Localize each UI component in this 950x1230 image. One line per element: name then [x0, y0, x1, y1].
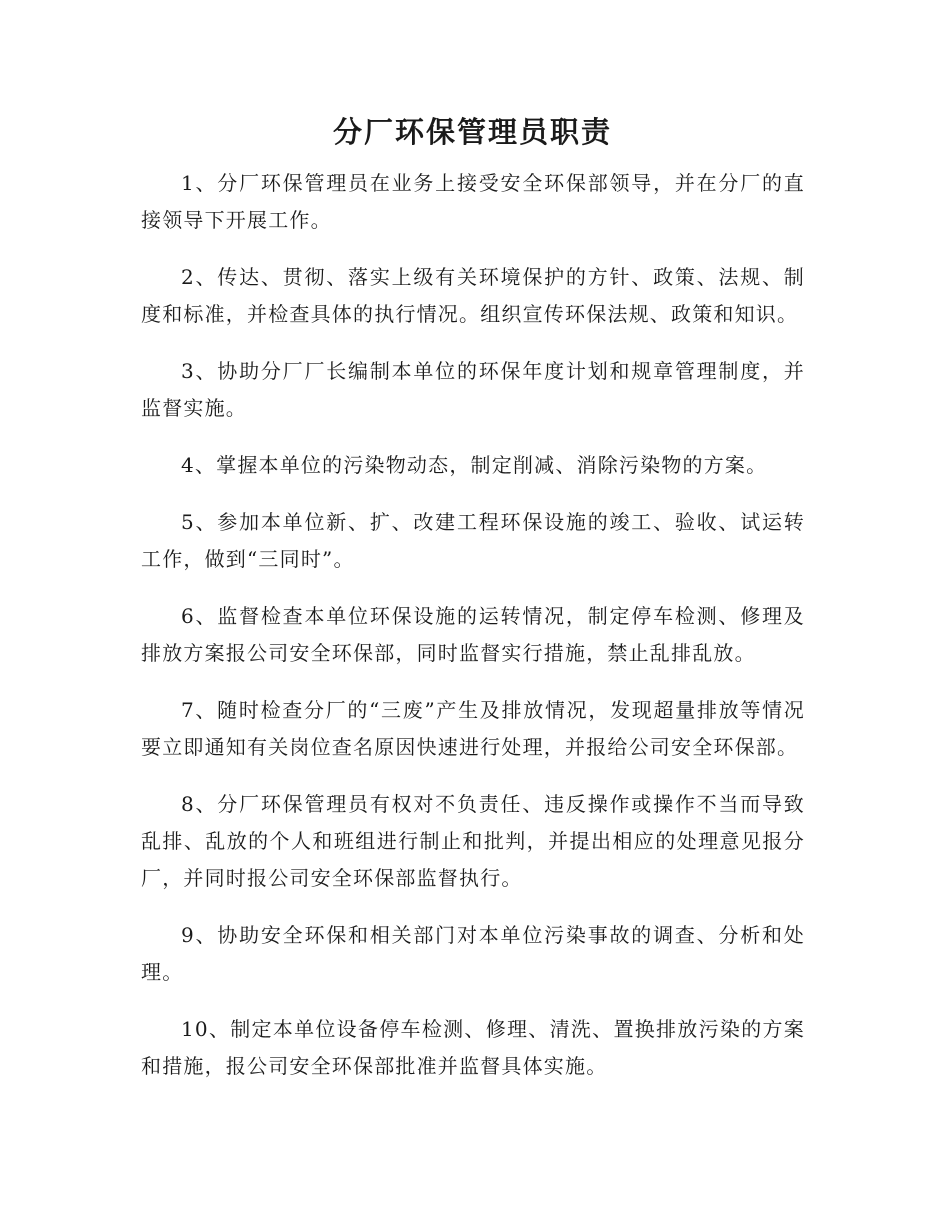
paragraph-7: 7、随时检查分厂的“三废”产生及排放情况，发现超量排放等情况要立即通知有关岗位查名原因快速进行处理，并报给公司安全环保部。 [141, 698, 805, 759]
document-body [141, 165, 805, 1105]
paragraph-4: 4、掌握本单位的污染物动态，制定削减、消除污染物的方案。 [181, 453, 768, 477]
paragraph-6: 6、监督检查本单位环保设施的运转情况，制定停车检测、修理及排放方案报公司安全环保部，同时监督实行措施，禁止乱排乱放。 [141, 604, 805, 665]
document-title: 分厂环保管理员职责 [332, 115, 612, 149]
paragraph-3: 3、协助分厂厂长编制本单位的环保年度计划和规章管理制度，并监督实施。 [141, 359, 805, 420]
paragraph-2: 2、传达、贯彻、落实上级有关环境保护的方针、政策、法规、制度和标准，并检查具体的执行情况。组织宣传环保法规、政策和知识。 [141, 265, 805, 326]
paragraph-1: 1、分厂环保管理员在业务上接受安全环保部领导，并在分厂的直接领导下开展工作。 [141, 171, 805, 232]
paragraph-10: 10、制定本单位设备停车检测、修理、清洗、置换排放污染的方案和措施，报公司安全环保部批准并监督具体实施。 [141, 1017, 805, 1078]
paragraph-8: 8、分厂环保管理员有权对不负责任、违反操作或操作不当而导致乱排、乱放的个人和班组进行制止和批判，并提出相应的处理意见报分厂，并同时报公司安全环保部监督执行。 [141, 792, 805, 890]
paragraph-5: 5、参加本单位新、扩、改建工程环保设施的竣工、验收、试运转工作，做到“三同时”。 [141, 510, 805, 571]
paragraph-9: 9、协助安全环保和相关部门对本单位污染事故的调查、分析和处理。 [141, 923, 805, 984]
